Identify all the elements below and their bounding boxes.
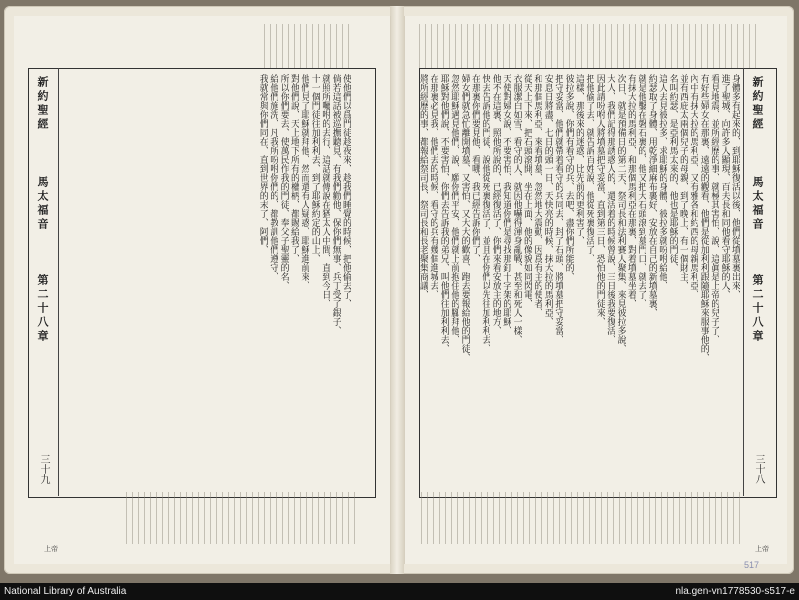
text-column: 進了聖城、向許多人顯現、百夫長和同他看守耶穌的人、 [719, 74, 730, 299]
text-column: 彼拉多說、你們有看守的兵、去吧、盡你們所能的、 [563, 74, 574, 281]
text-column: 就是他鑿在磐石裏的、他又把大石頭滾到墓門口、就去了、 [636, 74, 647, 308]
text-column: 耶穌對他們說、不要害怕、你們去告訴我的弟兄、叫他們往加利利去、 [438, 74, 449, 353]
text-column: 這樣、那後來的迷惑、比先前的更利害了、 [574, 74, 584, 245]
text-column: 把守妥當、他們就帶着看守的兵同去、封了石頭、將墳墓把守妥當、 [553, 74, 564, 344]
right-book-title: 新約聖經 [751, 76, 764, 132]
text-column: 大人、我們記得那誘惑人的、還活着的時候曾說、三日後我要復活、 [605, 74, 616, 344]
right-page [404, 16, 787, 564]
text-column: 給他們施洗、凡我所吩咐你們的、都教訓他們遵守、 [268, 74, 279, 281]
text-column: 使他們以爲門徒趁夜來、趁我們睡覺的時候、把他偷去了、 [341, 74, 351, 308]
right-top-notes [419, 24, 759, 68]
text-column: 他不在這裏、照他所說的、已經復活了、你們來看安放主的地方、 [490, 74, 501, 335]
footer-bar [0, 583, 799, 600]
text-column: 將所經歷的事、都報給祭司長、祭司長和長老聚集商議、 [418, 74, 428, 299]
text-column: 和那個馬利亞、來看墳墓、忽然地大震動、因爲有主的使者、 [532, 74, 543, 317]
text-column: 倘若這話被巡撫聽見、有我們勸他、保你們無事、兵丁受了銀子、 [330, 74, 341, 335]
text-column: 名叫約瑟、是亞利馬太來的、他也是耶穌的門徒、 [667, 74, 678, 272]
text-column: 在那裏你們要見他、看哪、我已經告訴你們了、 [470, 74, 480, 263]
text-column: 十一個門徒往加利利去、到了耶穌約定的山上、 [309, 74, 320, 263]
right-header-rule [743, 68, 744, 496]
text-column: 婦女們就急忙離開墳墓、又害怕、又大大的歡喜、跑去要報給他的門徒、 [459, 74, 470, 362]
book-gutter [390, 6, 404, 574]
left-page-number: 三十九 [38, 454, 49, 484]
right-page-number: 三十八 [753, 454, 764, 484]
text-column: 安息日將盡、七日的頭一日、天快亮的時候、抹大拉的馬利亞、 [542, 74, 553, 326]
text-column: 約瑟取了身體、用乾淨細麻布裹好、安放在自己的新墳墓裏、 [646, 74, 657, 317]
text-column: 把他偷了去、就告訴百姓說、他從死裏復活了、 [584, 74, 595, 263]
left-top-notes [264, 24, 354, 68]
text-column: 忽然耶穌遇見他們、說、願你們平安、他們就上前抱住他的腳拜他、 [449, 74, 460, 344]
text-column: 這人去見彼拉多、求耶穌的身體、彼拉多就吩咐給他、 [657, 74, 668, 290]
book-spread [4, 6, 794, 574]
text-column: 他們見了耶穌就拜他、然而還有人疑惑、耶穌進前來、 [299, 74, 310, 290]
footer-credit: National Library of Australia [4, 586, 127, 597]
chapter-title: 第二十八章 [36, 274, 49, 344]
text-column: 我就常與你們同在、直到世界的末了、阿們、 [257, 74, 268, 254]
text-column: 從天上下來、把石頭滾開、坐在上面、他的像貌如同閃電、 [522, 74, 532, 308]
left-page [14, 16, 391, 564]
right-corner-mark: 上帝 [755, 545, 769, 553]
text-column: 所以你們要去、使萬民作我的門徒、奉父子聖靈的名、 [278, 74, 289, 290]
text-column: 看見地震、並所經歷的事、就極其害怕、說、這眞是上帝的兒子了、 [709, 74, 720, 344]
text-column: 並有西庇太兩個兒子的母親、到了晚上、有一個財主、 [678, 74, 688, 290]
text-column: 就照所囑咐的去行、這話就傳說在猶太人中間、直到今日、 [320, 74, 331, 308]
text-column: 內中有抹大拉的馬利亞、又有雅各和約西的母親馬利亞、 [688, 74, 699, 299]
right-bottom-notes [421, 492, 741, 544]
text-column: 天使對婦女說、不要害怕、我知道你們是尋找那釘十字架的耶穌、 [501, 74, 512, 335]
text-column: 衣服潔白如雪、看守的人、就因他嚇得渾身亂戰、甚至和死人一樣、 [511, 74, 522, 344]
text-column: 身體多有起來的、到耶穌復活以後、他們從墳墓裏出來、 [730, 74, 740, 299]
pencil-mark: 517 [744, 560, 760, 570]
book-title: 新約聖經 [36, 76, 49, 132]
text-column: 對他們說、天上地下所有的權柄、都賜給我了、 [289, 74, 299, 263]
left-header-rule [58, 68, 59, 496]
text-column: 次日、就是預備日的第二天、祭司長和法利賽人聚集、來見彼拉多說、 [615, 74, 626, 353]
text-column: 有好些婦女在那裏、遠遠的觀看、他們是從加利利跟隨耶穌來服事他的、 [698, 74, 709, 362]
gospel-title: 馬太福音 [36, 176, 49, 232]
footer-id: nla.gen-vn1778530-s517-e [675, 586, 795, 597]
text-column: 有抹大拉的馬利亞、和那個馬利亞在那裏、對着墳墓坐着、 [626, 74, 636, 308]
text-column: 快去告訴他的門徒、說他從死裏復活了、並且在你們以先往加利利去、 [480, 74, 491, 353]
text-column: 因此請吩咐人將墳墓把守妥當、直到第三日、恐怕他的門徒來、 [594, 74, 605, 326]
left-bottom-notes [126, 492, 356, 544]
right-chapter-title: 第二十八章 [751, 274, 764, 344]
right-gospel-title: 馬太福音 [751, 176, 764, 232]
text-column: 在那裏必見我、他們去的時候、看守的兵有幾個進城去、 [428, 74, 439, 299]
left-corner-mark: 上帝 [44, 545, 58, 553]
